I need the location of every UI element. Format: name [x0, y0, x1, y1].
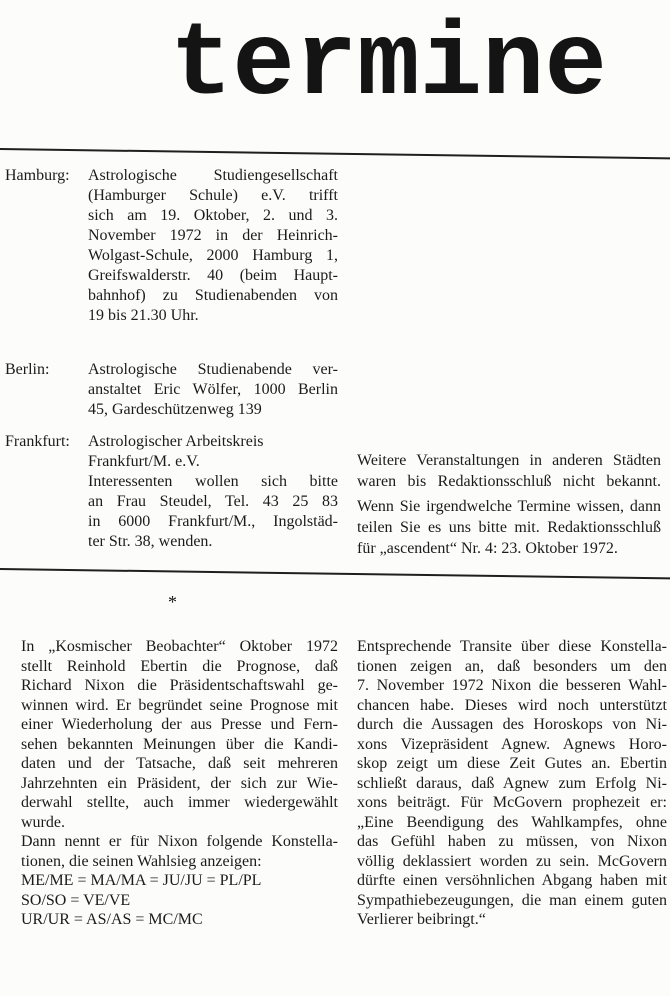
text-line: ter Str. 38, wenden.: [88, 533, 213, 550]
event-details-hamburg: [88, 166, 338, 326]
text-line: Astrologische Studiengesellschaft: [88, 167, 338, 184]
article-column-left: [21, 637, 338, 930]
text-line: Wenn Sie irgendwelche Termine wissen, dann: [357, 498, 661, 515]
article-column-right: [357, 637, 667, 930]
text-line: schließt daraus, daß Agnew zum Erfolg Ni-: [357, 774, 667, 792]
text-line: Sympathiebezeugungen, die man einem guten: [357, 891, 667, 909]
notice-deadline: [357, 496, 661, 559]
page-title: termine: [170, 7, 607, 125]
text-line: November 1972 in der Heinrich-: [88, 227, 338, 244]
text-line: SO/SO = VE/VE: [21, 891, 131, 909]
section-divider-rule: [0, 568, 670, 579]
text-line: Greifswalderstr. 40 (beim Haupt-: [88, 267, 338, 284]
text-line: teilen Sie es uns bitte mit. Redaktionsschluß: [357, 519, 661, 536]
section-asterisk: *: [168, 592, 177, 612]
text-line: Astrologischer Arbeitskreis: [88, 433, 264, 450]
text-line: ME/ME = MA/MA = JU/JU = PL/PL: [21, 872, 262, 889]
text-line: daten und der Tatsache, daß seit mehreren: [21, 755, 338, 772]
text-line: in 6000 Frankfurt/M., Ingolstäd-: [88, 513, 338, 530]
text-line: UR/UR = AS/AS = MC/MC: [21, 911, 203, 928]
text-line: für „ascendent“ Nr. 4: 23. Oktober 1972.: [357, 540, 618, 557]
text-line: anstaltet Eric Wölfer, 1000 Berlin: [88, 381, 338, 398]
text-line: waren bis Redaktionsschluß nicht bekannt.: [357, 473, 661, 490]
text-line: an Frau Steudel, Tel. 43 25 83: [88, 493, 338, 510]
text-line: stellt Reinhold Ebertin die Prognose, daß: [21, 657, 338, 675]
text-line: bahnhof) zu Studienabenden von: [88, 287, 338, 304]
text-line: Frankfurt/M. e.V.: [88, 453, 200, 470]
text-line: 19 bis 21.30 Uhr.: [88, 307, 199, 324]
text-line: Jahrzehnten ein Präsident, der sich zur Wie-: [21, 774, 338, 792]
event-details-berlin: [88, 360, 338, 420]
text-line: wurde.: [21, 813, 65, 831]
text-line: tionen, die seinen Wahlsieg anzeigen:: [21, 852, 262, 870]
text-line: Wolgast-Schule, 2000 Hamburg 1,: [88, 247, 338, 264]
text-line: Verlierer beibringt.“: [357, 911, 486, 928]
text-line: sich am 19. Oktober, 2. und 3.: [88, 207, 338, 224]
text-line: Astrologische Studienabende ver-: [88, 361, 338, 378]
text-line: Richard Nixon die Präsidentschaftswahl ge-: [21, 677, 338, 694]
city-label-berlin: Berlin:: [5, 361, 50, 378]
text-line: Weitere Veranstaltungen in anderen Städten: [357, 452, 661, 469]
notice-other-cities: [357, 450, 661, 492]
text-line: Entsprechende Transite über diese Konstella-: [357, 638, 667, 655]
text-line: winnen wird. Er begründet seine Prognose mit: [21, 696, 338, 714]
text-line: xons Vizepräsident Agnew. Agnews Horo-: [357, 735, 667, 753]
text-line: das Gefühl haben zu müssen, von Nixon: [357, 833, 667, 850]
text-line: (Hamburger Schule) e.V. trifft: [88, 187, 338, 204]
text-line: völlig deklassiert worden zu sein. McGovern: [357, 852, 667, 870]
event-details-frankfurt: [88, 432, 338, 552]
text-line: sehen bekannten Meinungen über die Kandi-: [21, 735, 338, 753]
text-line: 45, Gardeschützenweg 139: [88, 401, 262, 418]
text-line: dürfte einen versöhnlichen Abgang haben mit: [357, 872, 667, 889]
text-line: „Eine Beendigung des Wahlkampfes, ohne: [357, 813, 667, 831]
text-line: Dann nennt er für Nixon folgende Konstella-: [21, 833, 338, 850]
text-line: derwahl stellte, auch immer wiedergewählt: [21, 794, 338, 811]
text-line: 7. November 1972 Nixon die besseren Wahl-: [357, 677, 667, 694]
text-line: Interessenten wollen sich bitte: [88, 473, 338, 490]
city-label-hamburg: Hamburg:: [5, 167, 70, 184]
text-line: durch die Aussagen des Horoskops von Ni-: [357, 716, 667, 733]
city-label-frankfurt: Frankfurt:: [5, 433, 70, 450]
text-line: In „Kosmischer Beobachter“ Oktober 1972: [21, 638, 338, 655]
text-line: chancen habe. Dieses wird noch unterstützt: [357, 696, 667, 714]
text-line: tionen zeigen an, daß besonders um den: [357, 657, 667, 675]
top-divider-rule: [0, 148, 670, 159]
text-line: skop zeigt um diese Zeit Gutes an. Ebertin: [357, 755, 667, 772]
text-line: einer Wiederholung der aus Presse und Fern-: [21, 716, 338, 733]
text-line: xons beiträgt. Für McGovern prophezeit er:: [357, 794, 667, 811]
